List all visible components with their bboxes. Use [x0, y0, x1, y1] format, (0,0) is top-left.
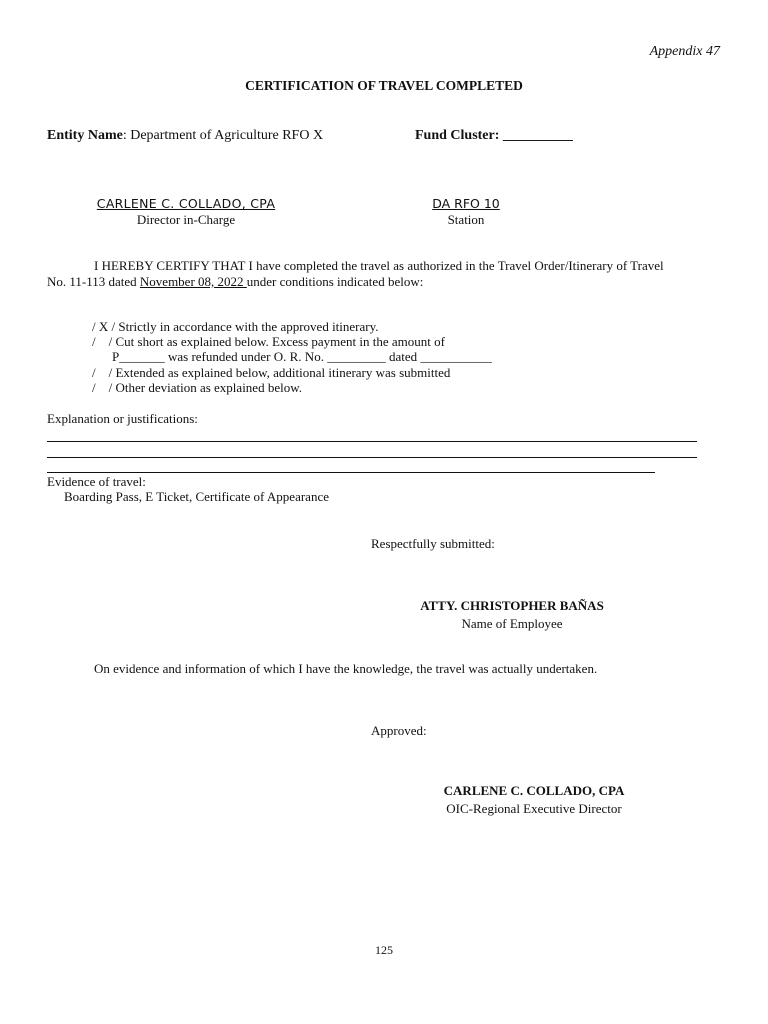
approver-block [414, 783, 654, 817]
option-text: Cut short as explained below. Excess payment in the amount of [115, 334, 445, 349]
option-text: Other deviation as explained below. [115, 380, 302, 395]
option-mark: / / [92, 380, 113, 395]
option-mark: / / [92, 334, 113, 349]
explanation-line [47, 441, 697, 442]
page-title: CERTIFICATION OF TRAVEL COMPLETED [245, 78, 523, 93]
director-block [70, 196, 302, 228]
evidence-statement: On evidence and information of which I have the knowledge, the travel was actually undertaken. [94, 661, 598, 676]
certify-line-2 [47, 274, 423, 290]
option-item [92, 334, 445, 350]
entity-colon: : [122, 128, 127, 143]
option-mark: / X / [92, 319, 116, 334]
station-name: DA RFO 10 [432, 196, 500, 211]
option-text: Extended as explained below, additional itinerary was submitted [115, 365, 451, 380]
fund-cluster-value: __________ [502, 128, 573, 143]
entity-value: Department of Agriculture RFO X [130, 128, 324, 143]
director-title: Director in-Charge [136, 212, 236, 227]
explanation-label: Explanation or justifications: [47, 411, 198, 426]
option-item [112, 349, 492, 365]
option-item [92, 365, 450, 381]
option-item [92, 319, 379, 335]
option-text: P_______ was refunded under O. R. No. _________ dated ___________ [112, 349, 492, 364]
certify-line-2-suffix: under conditions indicated below: [246, 274, 424, 289]
page-number: 125 [375, 943, 393, 957]
employee-name: ATTY. CHRISTOPHER BAÑAS [420, 598, 604, 613]
explanation-line [47, 472, 655, 473]
approver-name: CARLENE C. COLLADO, CPA [443, 783, 625, 798]
station-block [405, 196, 527, 228]
approved-label: Approved: [371, 723, 427, 738]
respectfully-submitted: Respectfully submitted: [371, 536, 495, 551]
fund-cluster-label: Fund Cluster: [415, 128, 500, 143]
station-label: Station [447, 212, 485, 227]
entity-row [47, 128, 323, 144]
option-mark: / / [92, 365, 113, 380]
travel-date: November 08, 2022 [139, 274, 247, 289]
employee-label: Name of Employee [461, 616, 563, 631]
director-name: CARLENE C. COLLADO, CPA [96, 196, 276, 211]
option-text: Strictly in accordance with the approved itinerary. [118, 319, 379, 334]
approver-title: OIC-Regional Executive Director [446, 801, 622, 816]
option-item [92, 380, 302, 396]
certify-line-1: I HEREBY CERTIFY THAT I have completed the travel as authorized in the Travel Order/Itinerary of Travel [94, 258, 664, 273]
employee-block [395, 598, 629, 632]
evidence-label: Evidence of travel: [47, 474, 146, 489]
appendix-label: Appendix 47 [649, 44, 720, 59]
explanation-line [47, 457, 697, 458]
certify-line-2-prefix: No. 11-113 dated [47, 274, 140, 289]
entity-label: Entity Name [47, 128, 123, 143]
evidence-value: Boarding Pass, E Ticket, Certificate of Appearance [64, 489, 329, 504]
fund-cluster-row [415, 128, 573, 144]
